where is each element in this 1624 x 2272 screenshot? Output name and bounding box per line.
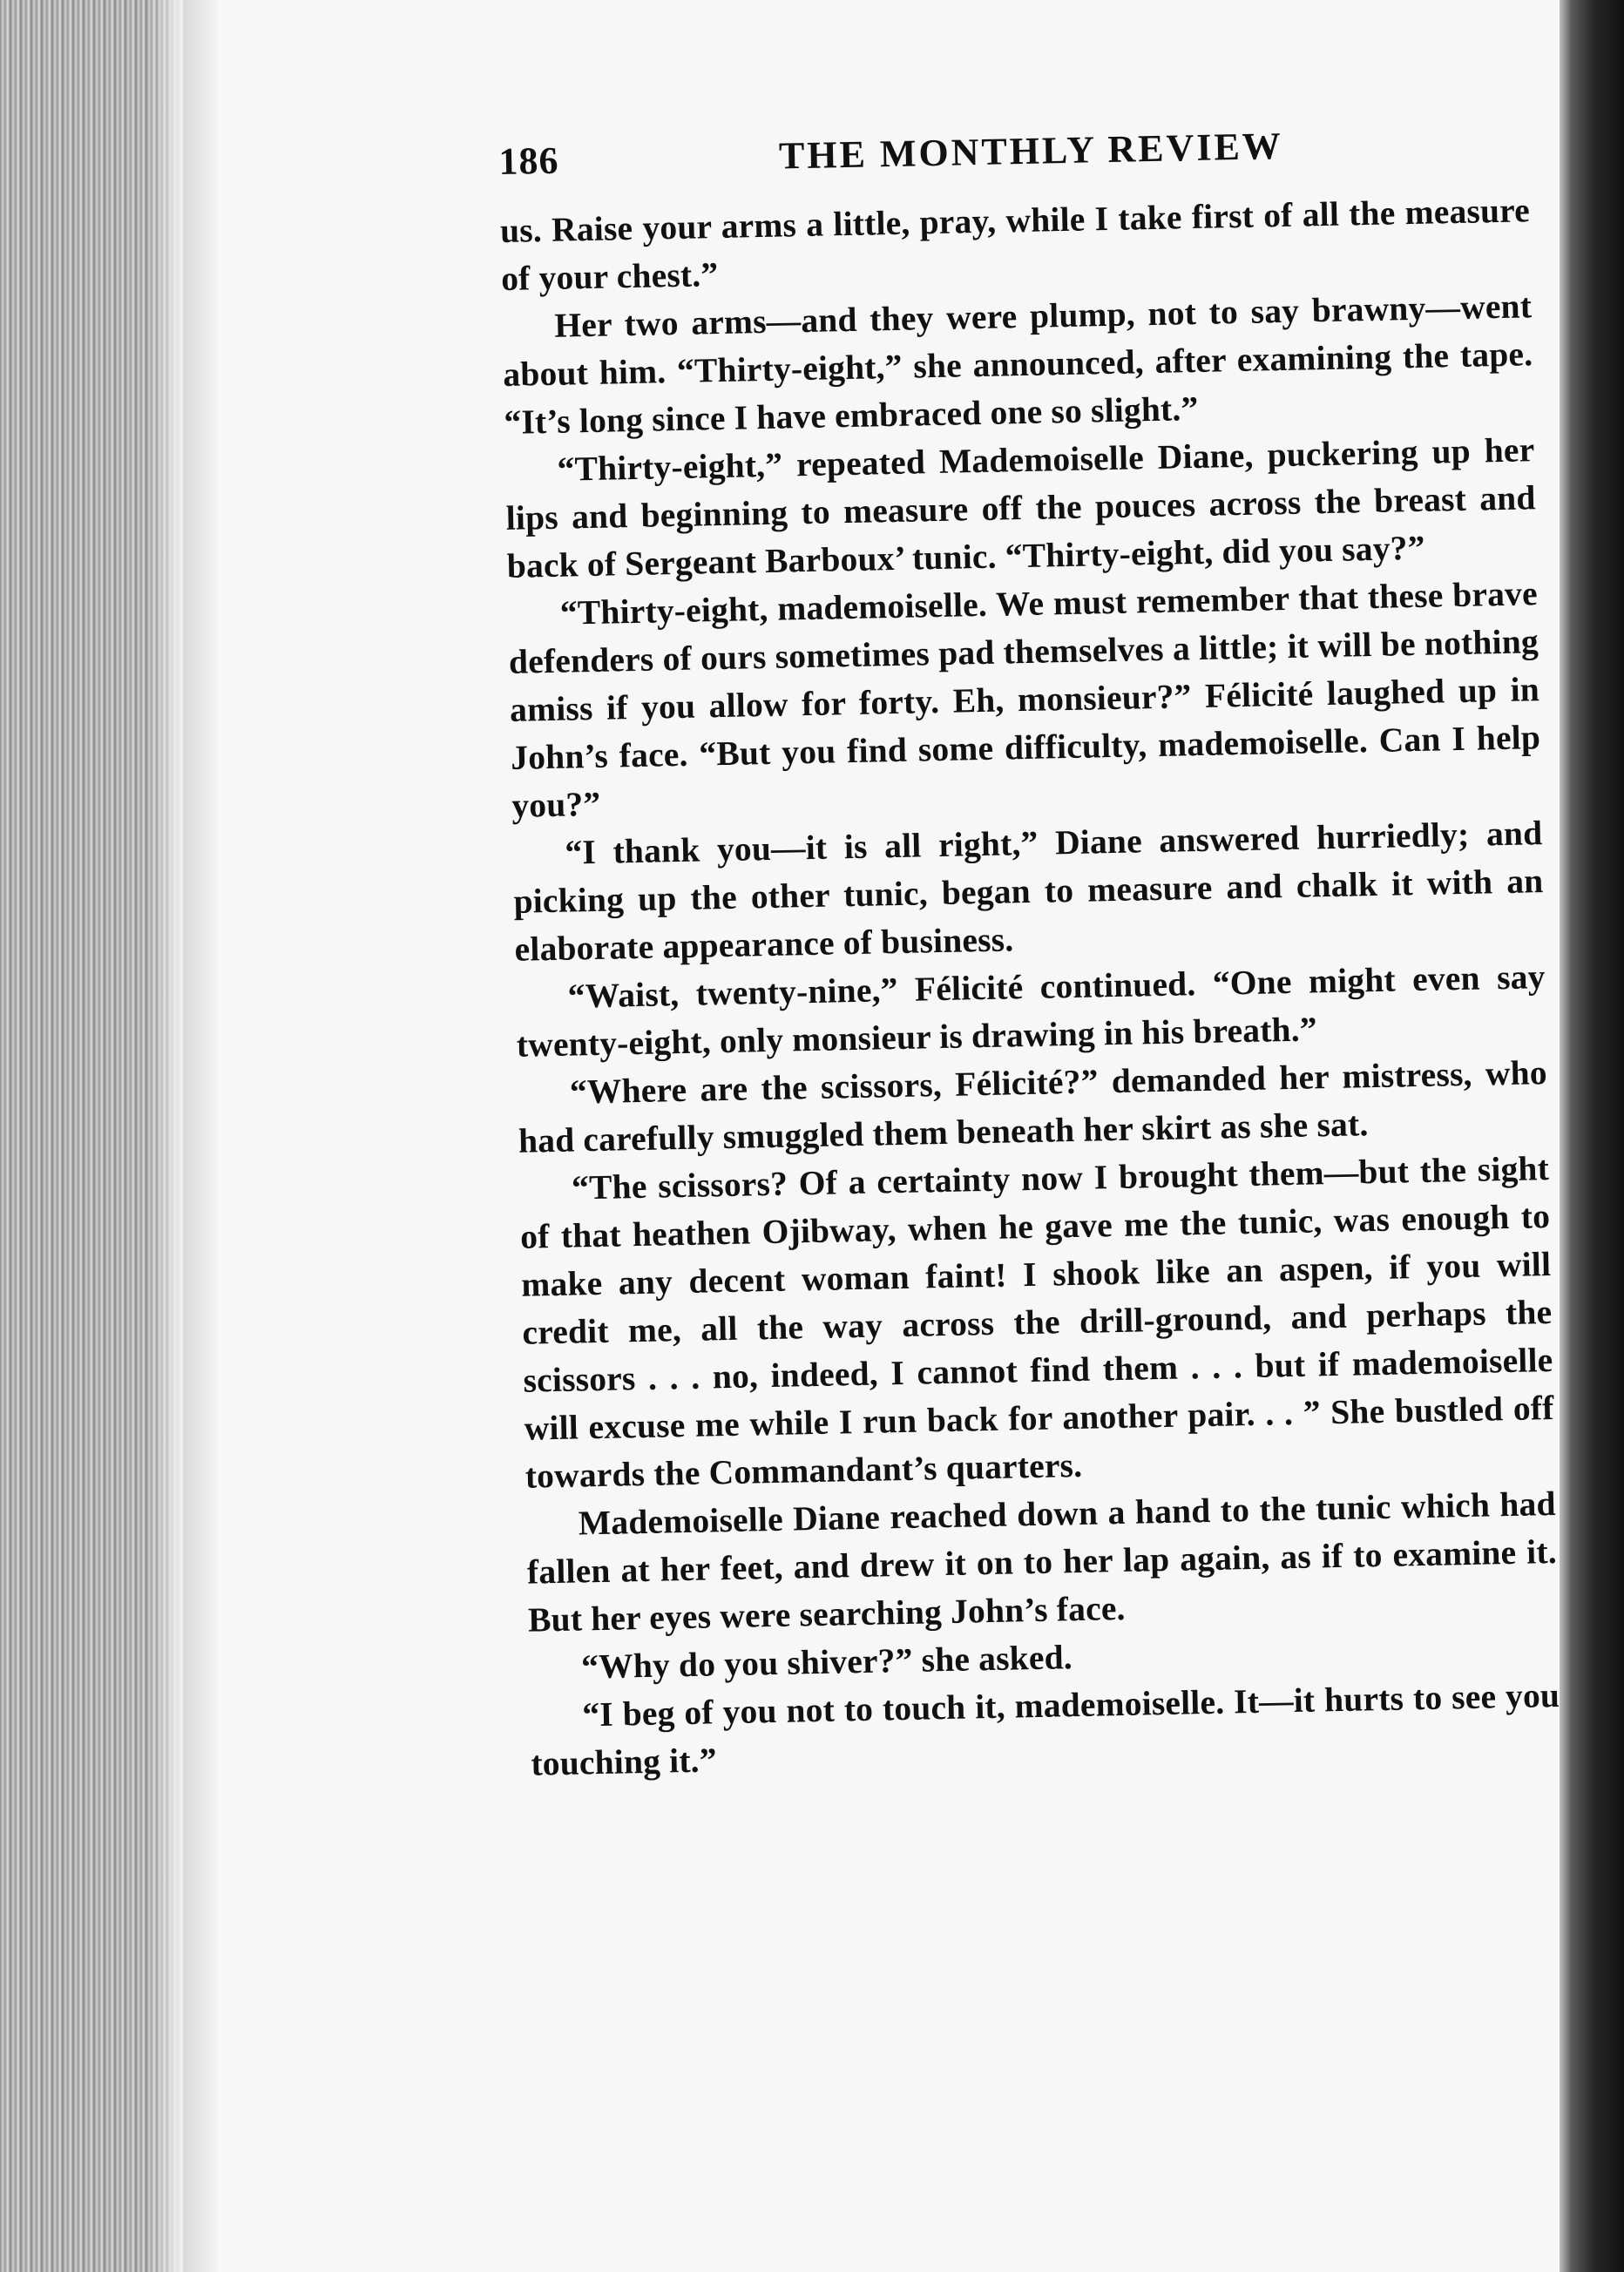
paragraph: “I beg of you not to touch it, mademoiselle. It—it hurts to see you touching it.”	[530, 1675, 1560, 1783]
page-number: 186	[498, 139, 559, 183]
paragraph: “The scissors? Of a certainty now I brought them—but the sight of that heathen Ojibway, when he gave me the tunic, was enough to make any decent woman faint! I shook like an aspen, if you will credit me, all the way across the drill-ground, and perhaps the scissors . . . no, indeed, I cannot find them . . . but if mademoiselle will excuse me while I run back for another pair. . . ” She bustled off towards the Commandant’s quarters.	[519, 1149, 1554, 1496]
paragraph: Her two arms—and they were plump, not to say brawny—went about him. “Thirty-eight,” she announced, after examining the tape. “It’s long since I have embraced one so slight.”	[502, 287, 1533, 442]
book-page-edges	[0, 0, 183, 2272]
journal-title: THE MONTHLY REVIEW	[778, 124, 1284, 178]
paragraph: “Thirty-eight, mademoiselle. We must remember that these brave defenders of ours sometimes pad themselves a little; it will be nothing amiss if you allow for forty. Eh, monsieur?” Félicité laughed up in John’s face. “But you find some difficulty, mademoiselle. Can I help you?”	[508, 574, 1541, 825]
right-scan-border	[1560, 0, 1624, 2272]
page-content	[498, 118, 1561, 1788]
paragraph: “Thirty-eight,” repeated Mademoiselle Diane, puckering up her lips and beginning to measure off the pouces across the breast and back of Sergeant Barboux’ tunic. “Thirty-eight, did you say?”	[505, 430, 1536, 585]
body-text	[500, 186, 1561, 1788]
paragraph: “I thank you—it is all right,” Diane answered hurriedly; and picking up the other tunic, began to measure and chalk it with an elaborate appearance of business.	[513, 814, 1544, 969]
paragraph: “Why do you shiver?” she asked.	[580, 1638, 1073, 1687]
paragraph: “Where are the scissors, Félicité?” demanded her mistress, who had carefully smuggled them beneath her skirt as she sat.	[518, 1053, 1548, 1160]
paragraph: us. Raise your arms a little, pray, while I take first of all the measure of your chest.”	[499, 191, 1531, 298]
paragraph: “Waist, twenty-nine,” Félicité continued. “One might even say twenty-eight, only monsieur is drawing in his breath.”	[516, 957, 1546, 1065]
paragraph: Mademoiselle Diane reached down a hand to the tunic which had fallen at her feet, and drew it on to her lap again, as if to examine it. But her eyes were searching John’s face.	[526, 1484, 1558, 1640]
